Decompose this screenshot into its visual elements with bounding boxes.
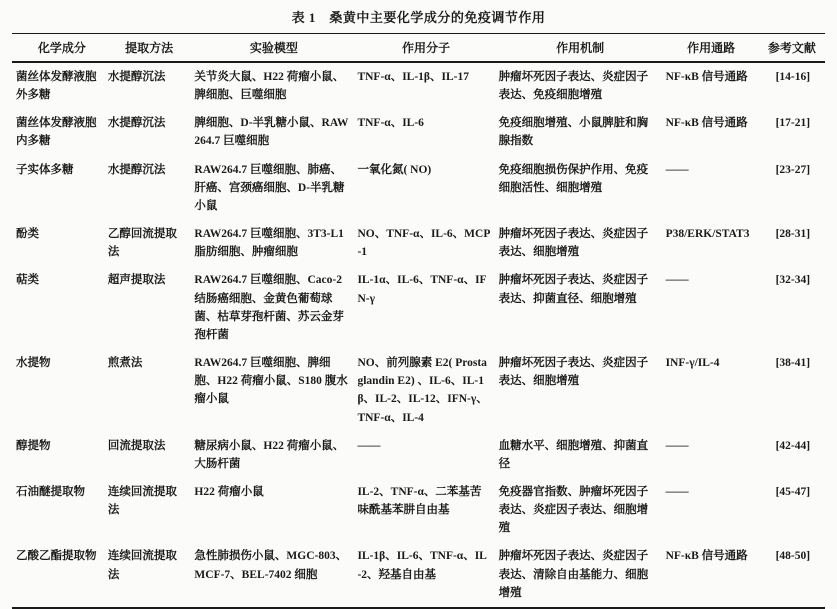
- cell-action-mechanism: 免疫细胞增殖、小鼠脾脏和胸腺指数: [498, 117, 649, 148]
- cell-experimental-model: RAW264.7 巨噬细胞、Caco-2 结肠癌细胞、金黄色葡萄球菌、枯草芽孢杆菌、苏云金芽孢杆菌: [194, 274, 344, 341]
- cell-references: [14-16]: [775, 71, 811, 83]
- cell-experimental-model: 脾细胞、D-半乳糖小鼠、RAW264.7 巨噬细胞: [194, 117, 349, 148]
- cell-action-molecules: NO、前列腺素 E2( Prostaglandin E2) 、IL-6、IL-1β、IL-2、IL-12、IFN-γ、TNF-α、IL-4: [357, 357, 488, 424]
- cell-experimental-model: 急性肺损伤小鼠、MGC-803、MCF-7、BEL-7402 细胞: [194, 550, 348, 581]
- cell-action-pathway: ——: [665, 274, 689, 287]
- cell-component: 子实体多糖: [16, 163, 74, 176]
- table-header: [12, 34, 825, 63]
- cell-action-pathway: NF-κB 信号通路: [665, 71, 748, 83]
- cell-experimental-model: RAW264.7 巨噬细胞、肺癌、肝癌、宫颈癌细胞、D-半乳糖小鼠: [194, 163, 345, 212]
- cell-experimental-model: H22 荷瘤小鼠: [194, 485, 264, 498]
- cell-action-molecules: 一氧化氮( NO): [357, 163, 432, 176]
- cell-component: 石油醚提取物: [16, 485, 85, 498]
- cell-references: [23-27]: [775, 163, 811, 176]
- cell-action-mechanism: 肿瘤坏死因子表达、炎症因子表达、免疫细胞增殖: [498, 71, 649, 102]
- cell-extraction-method: 超声提取法: [107, 274, 166, 287]
- cell-references: [48-50]: [775, 550, 811, 563]
- table-row: [12, 62, 825, 109]
- cell-component: 醇提物: [16, 439, 51, 452]
- cell-references: [45-47]: [775, 485, 811, 498]
- cell-component: 水提物: [16, 357, 51, 370]
- table-caption: 表 1 桑黄中主要化学成分的免疫调节作用: [291, 10, 546, 25]
- cell-action-molecules: ——: [357, 439, 381, 452]
- cell-experimental-model: RAW264.7 巨噬细胞、3T3-L1 脂肪细胞、肿瘤细胞: [194, 228, 344, 259]
- table-row: [12, 220, 825, 266]
- cell-extraction-method: 水提醇沉法: [107, 71, 166, 83]
- cell-component: 菌丝体发酵液胞外多糖: [16, 71, 97, 102]
- cell-extraction-method: 水提醇沉法: [107, 163, 166, 176]
- cell-action-pathway: NF-κB 信号通路: [665, 550, 748, 563]
- table-row: [12, 109, 825, 155]
- table-row: [12, 542, 825, 607]
- cell-action-pathway: ——: [665, 163, 689, 176]
- cell-action-molecules: IL-1β、IL-6、TNF-α、IL-2、羟基自由基: [357, 550, 487, 581]
- cell-action-molecules: NO、TNF-α、IL-6、MCP-1: [357, 228, 491, 259]
- column-header-references: 参考文献: [767, 41, 816, 55]
- cell-experimental-model: 关节炎大鼠、H22 荷瘤小鼠、脾细胞、巨噬细胞: [194, 71, 345, 102]
- cell-references: [42-44]: [775, 439, 811, 452]
- cell-references: [38-41]: [775, 357, 811, 370]
- cell-extraction-method: 水提醇沉法: [107, 117, 166, 130]
- cell-extraction-method: 回流提取法: [107, 439, 166, 452]
- cell-action-molecules: TNF-α、IL-6: [357, 117, 424, 130]
- table-row: [12, 349, 825, 432]
- cell-references: [17-21]: [775, 117, 811, 130]
- cell-action-mechanism: 血糖水平、细胞增殖、抑菌直径: [498, 439, 649, 470]
- cell-component: 菌丝体发酵液胞内多糖: [16, 117, 97, 148]
- cell-extraction-method: 连续回流提取法: [107, 485, 177, 517]
- cell-action-mechanism: 免疫细胞损伤保护作用、免疫细胞活性、细胞增殖: [498, 163, 649, 194]
- column-header-action-pathway: 作用通路: [687, 41, 736, 55]
- table-body: [12, 62, 825, 608]
- cell-action-molecules: IL-2、TNF-α、二苯基苦味酰基苯肼自由基: [357, 485, 482, 517]
- header-row: [12, 34, 825, 63]
- column-header-action-mechanism: 作用机制: [556, 41, 605, 55]
- cell-extraction-method: 连续回流提取法: [107, 550, 177, 581]
- cell-component: 酚类: [16, 228, 39, 241]
- cell-action-pathway: NF-κB 信号通路: [665, 117, 748, 130]
- cell-action-mechanism: 肿瘤坏死因子表达、炎症因子表达、清除自由基能力、细胞增殖: [498, 550, 649, 599]
- cell-component: 乙酸乙酯提取物: [16, 550, 97, 563]
- column-header-experimental-model: 实验模型: [249, 41, 298, 55]
- cell-references: [32-34]: [775, 274, 811, 287]
- cell-extraction-method: 乙醇回流提取法: [107, 228, 177, 259]
- cell-experimental-model: RAW264.7 巨噬细胞、脾细胞、H22 荷瘤小鼠、S180 腹水瘤小鼠: [194, 357, 348, 406]
- cell-references: [28-31]: [775, 228, 811, 241]
- cell-experimental-model: 糖尿病小鼠、H22 荷瘤小鼠、大肠杆菌: [194, 439, 345, 470]
- cell-action-molecules: TNF-α、IL-1β、IL-17: [357, 71, 469, 83]
- immune-regulation-table: [12, 33, 825, 609]
- table-row: [12, 432, 825, 478]
- column-header-component: 化学成分: [37, 41, 86, 55]
- cell-action-pathway: P38/ERK/STAT3: [665, 228, 750, 241]
- cell-extraction-method: 煎煮法: [107, 357, 143, 370]
- cell-action-molecules: IL-1α、IL-6、TNF-α、IFN-γ: [357, 274, 487, 305]
- cell-action-mechanism: 肿瘤坏死因子表达、炎症因子表达、细胞增殖: [498, 228, 649, 259]
- cell-action-pathway: ——: [665, 485, 689, 498]
- cell-action-pathway: INF-γ/IL-4: [665, 357, 720, 370]
- column-header-extraction-method: 提取方法: [125, 41, 174, 55]
- table-row: [12, 156, 825, 220]
- cell-component: 萜类: [16, 274, 39, 287]
- cell-action-mechanism: 肿瘤坏死因子表达、炎症因子表达、抑菌直径、细胞增殖: [498, 274, 649, 305]
- cell-action-mechanism: 肿瘤坏死因子表达、炎症因子表达、细胞增殖: [498, 357, 649, 388]
- cell-action-mechanism: 免疫器官指数、肿瘤坏死因子表达、炎症因子表达、细胞增殖: [498, 485, 649, 535]
- cell-action-pathway: ——: [665, 439, 689, 452]
- column-header-action-molecules: 作用分子: [402, 41, 451, 55]
- table-row: [12, 266, 825, 349]
- table-row: [12, 478, 825, 542]
